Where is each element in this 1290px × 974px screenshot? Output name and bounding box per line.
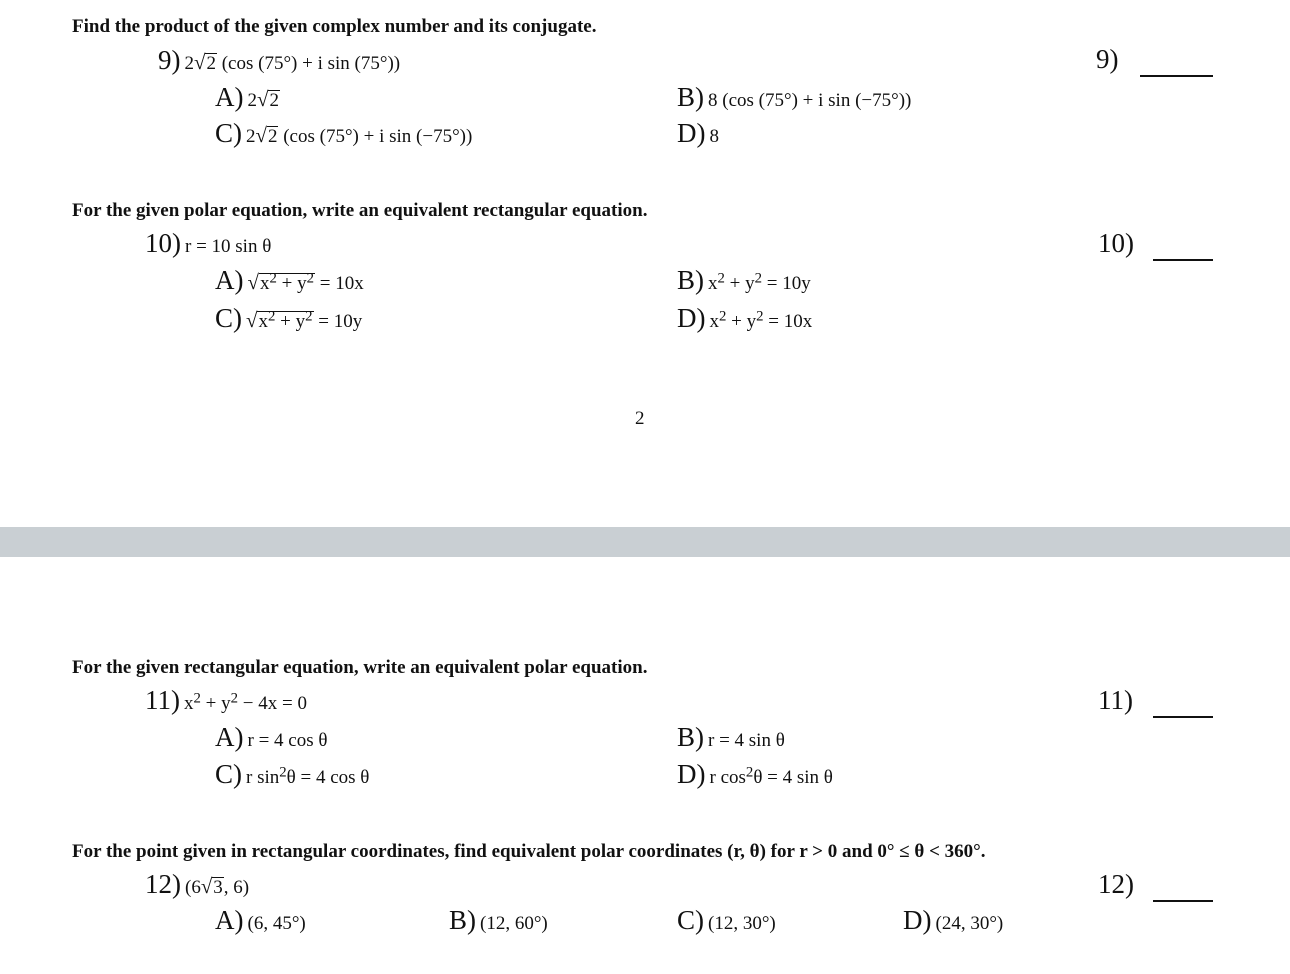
option-11a[interactable]: A) r = 4 cos θ [215, 722, 328, 752]
sqrt-symbol: √2 [194, 50, 216, 74]
sqrt-symbol: √2 [255, 123, 278, 147]
answer-blank-11[interactable] [1153, 716, 1213, 718]
question-number: 10) [145, 228, 181, 258]
page-number: 2 [635, 408, 645, 429]
option-10a[interactable]: A) $√x^2 + y^2 = 10x$ [215, 265, 364, 295]
option-11c[interactable]: C) r $\sin^2\theta = 4$ cos θ [215, 759, 370, 789]
answer-blank-10[interactable] [1153, 259, 1213, 261]
option-9d[interactable]: D) 8 [677, 118, 719, 148]
instruction-complex-product: Find the product of the given complex number and its conjugate. [72, 16, 597, 37]
answer-label-10: 10) [1098, 228, 1134, 258]
sqrt-symbol: √3 [200, 874, 223, 898]
option-12a[interactable]: A) (6, 45°) [215, 905, 306, 935]
instruction-rect-coords-to-polar: For the point given in rectangular coordinates, find equivalent polar coordinates (r, θ) for r > 0 and 0° ≤ θ < 360°. [72, 841, 986, 862]
option-12d[interactable]: D) (24, 30°) [903, 905, 1004, 935]
answer-blank-9[interactable] [1140, 75, 1213, 77]
question-9 [158, 45, 400, 76]
instruction-polar-to-rect: For the given polar equation, write an equivalent rectangular equation. [72, 200, 648, 221]
question-expression: (6√3, 6) [185, 874, 250, 898]
question-12 [145, 869, 249, 900]
option-10d[interactable]: D) $x^2 + y^2 = 10x$ [677, 303, 813, 333]
sqrt-symbol: √2 [257, 87, 279, 111]
question-expression: $x^2 + y^2 - 4x = 0$ [184, 690, 307, 714]
question-expression: 2√2 (cos (75°) + i sin (75°)) [184, 50, 401, 74]
sqrt-symbol: $√x^2 + y^2$ [247, 270, 314, 294]
option-9c[interactable]: C) 2√2 (cos (75°) + i sin (−75°)) [215, 118, 473, 148]
question-number: 12) [145, 869, 181, 899]
option-11b[interactable]: B) r = 4 sin θ [677, 722, 785, 752]
answer-label-9: 9) [1096, 44, 1119, 74]
instruction-rect-to-polar: For the given rectangular equation, write an equivalent polar equation. [72, 657, 648, 678]
sqrt-symbol: $√x^2 + y^2$ [246, 308, 313, 332]
question-number: 11) [145, 685, 180, 715]
option-10b[interactable]: B) $x^2 + y^2 = 10y$ [677, 265, 811, 295]
answer-blank-12[interactable] [1153, 900, 1213, 902]
option-12c[interactable]: C) (12, 30°) [677, 905, 776, 935]
option-9b[interactable]: B) 8 (cos (75°) + i sin (−75°)) [677, 82, 912, 112]
question-expression: r = 10 sin θ [185, 236, 272, 257]
question-11 [145, 685, 307, 716]
option-10c[interactable]: C) $√x^2 + y^2 = 10y$ [215, 303, 363, 333]
question-number: 9) [158, 45, 181, 75]
answer-label-12: 12) [1098, 869, 1134, 899]
question-10 [145, 228, 271, 259]
option-11d[interactable]: D) r $\cos^2\theta = 4$ sin θ [677, 759, 833, 789]
option-9a[interactable]: A) 2√2 [215, 82, 279, 112]
option-12b[interactable]: B) (12, 60°) [449, 905, 548, 935]
page-divider [0, 527, 1290, 557]
answer-label-11: 11) [1098, 685, 1133, 715]
